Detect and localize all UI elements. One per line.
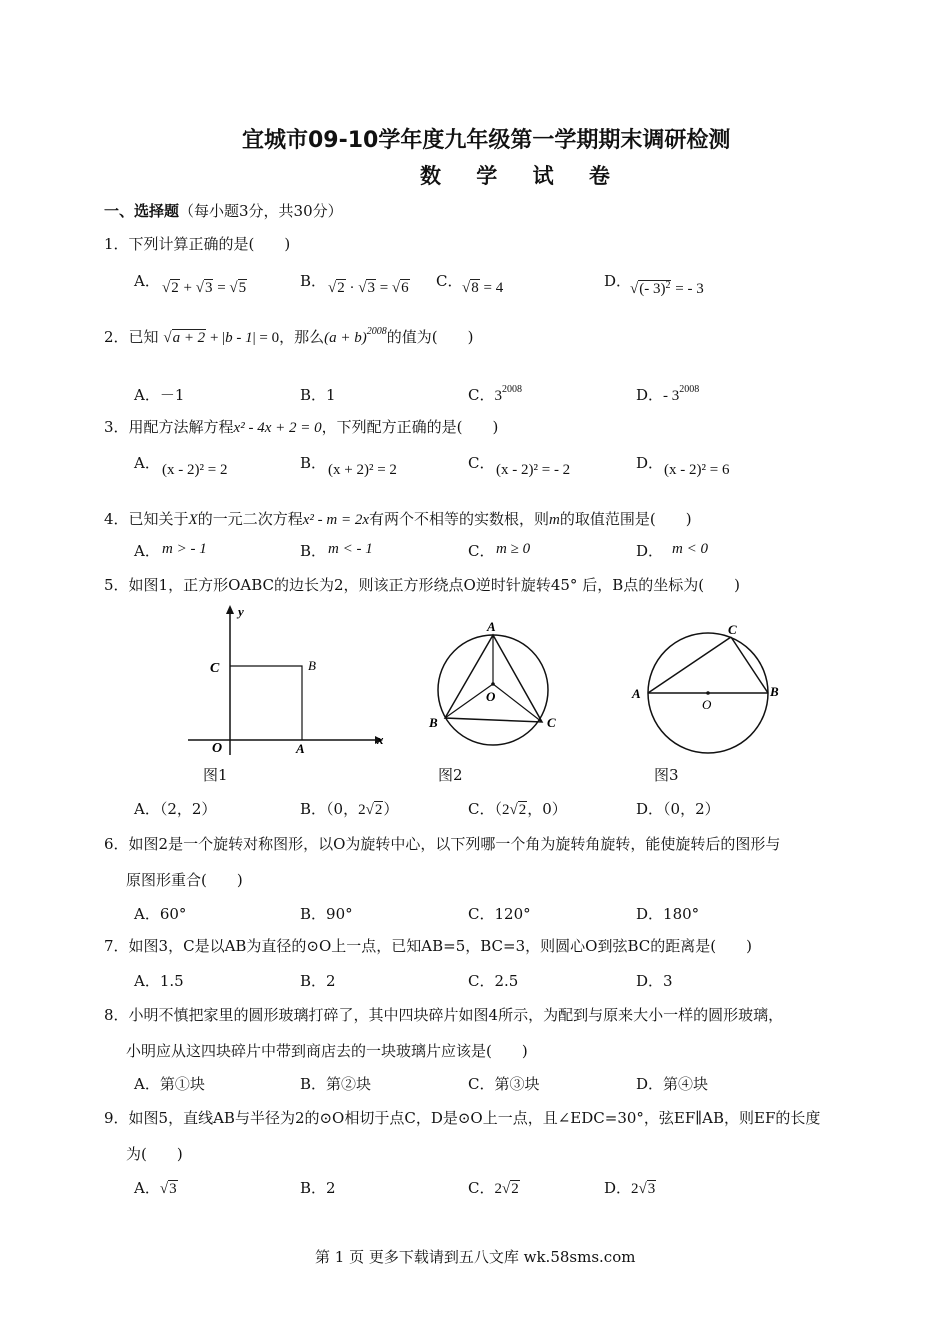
question-5-stem: 5．如图1，正方形OABC的边长为2，则该正方形绕点O逆时针旋转45° 后，B点的坐标为( )	[104, 576, 740, 594]
fig2-segment-oc	[493, 684, 542, 722]
q3-option-a-expr: (x - 2)² = 2	[162, 462, 228, 478]
q9-option-c: C．2√2	[468, 1179, 519, 1197]
q1-d-exp: 2	[665, 280, 671, 291]
fig3-label-a: A	[632, 686, 641, 701]
fig2-center-dot	[491, 682, 495, 686]
q7-option-a: A．1.5	[134, 972, 184, 990]
q2-option-b: B．1	[300, 386, 336, 404]
q2-c-base: 3	[494, 388, 502, 404]
fig3-chord-bc	[731, 637, 768, 693]
q4-stem-post: 的取值范围是( )	[559, 510, 692, 528]
q4-option-b-expr: m < - 1	[328, 541, 373, 557]
q1-c-result: 4	[495, 280, 504, 296]
q1-a-rad3: 5	[238, 280, 247, 296]
q1-d-rad	[638, 280, 671, 297]
fig1-label-y: y	[238, 604, 244, 619]
q4-stem-mid2: 有两个不相等的实数根，则	[369, 510, 550, 528]
q2-d-exp: 2008	[679, 384, 700, 395]
q3-option-c-label: C．	[468, 454, 495, 472]
q4-var2: m	[549, 512, 560, 528]
figure-2	[420, 615, 570, 760]
q4-option-c-label: C．	[468, 542, 495, 560]
q3-equation: x² - 4x + 2 = 0	[233, 420, 322, 436]
q4-option-b-label: B．	[300, 542, 327, 560]
q5-option-b: B．（0，2√2）	[300, 800, 399, 818]
fig1-square	[230, 666, 302, 740]
q1-a-rad1: 2	[171, 280, 179, 296]
q2-cond-abs: b - 1	[225, 330, 253, 346]
question-9-stem-line2: 为( )	[126, 1145, 183, 1163]
q4-option-a-label: A．	[134, 542, 160, 560]
q1-d-result: - 3	[687, 281, 704, 297]
q4-stem-pre: 4．已知关于	[104, 510, 189, 528]
q8-option-b: B．第②块	[300, 1075, 372, 1093]
fig3-label-b: B	[770, 684, 779, 699]
q2-condition: √a + 2 + |b - 1| = 0	[163, 330, 280, 346]
page-title: 宜城市09-10学年度九年级第一学期期末调研检测	[242, 128, 731, 153]
question-8-stem-line2: 小明应从这四块碎片中带到商店去的一块玻璃片应该是( )	[126, 1042, 528, 1060]
fig1-label-b: B	[308, 658, 316, 673]
question-2-stem	[104, 326, 473, 347]
q2-stem-post: 的值为( )	[386, 328, 474, 346]
q2-stem-pre: 2．已知	[104, 328, 159, 346]
question-9-stem-line1: 9．如图5，直线AB与半径为2的⊙O相切于点C，D是⊙O上一点，且∠EDC=30°，弦EF∥AB，则EF的长度	[104, 1109, 821, 1127]
q3-option-a-label: A．	[134, 454, 160, 472]
q7-option-d: D．3	[636, 972, 673, 990]
q6-option-b: B．90°	[300, 905, 353, 923]
q3-option-b-label: B．	[300, 454, 327, 472]
q4-stem-mid: 的一元二次方程	[197, 510, 303, 528]
q3-stem-post: ，下列配方正确的是( )	[321, 418, 499, 436]
figure-2-caption: 图2	[438, 766, 463, 784]
q2-option-a: A．－1	[134, 386, 185, 404]
q5-option-a: A．（2，2）	[134, 800, 217, 818]
q4-equation: x² - m = 2x	[302, 512, 369, 528]
page-subtitle: 数 学 试 卷	[420, 164, 624, 188]
q1-b-rad3: 6	[401, 280, 409, 296]
q2-stem-mid: ，那么	[279, 328, 325, 346]
q1-a-rad2: 3	[204, 280, 213, 296]
q1-option-c-expr: √8 = 4	[462, 280, 504, 296]
question-6-stem-line2: 原图形重合( )	[126, 871, 243, 889]
q9-c-rad: 2	[511, 1181, 519, 1197]
q8-option-d: D．第④块	[636, 1075, 709, 1093]
figure-1	[180, 600, 390, 760]
q2-c-exp: 2008	[501, 384, 522, 395]
figure-3	[628, 615, 788, 760]
q2-option-d	[636, 384, 699, 405]
fig1-label-c: C	[210, 661, 220, 676]
q9-option-b: B．2	[300, 1179, 336, 1197]
q4-option-c-expr: m ≥ 0	[496, 541, 531, 557]
question-1-stem: 1．下列计算正确的是( )	[104, 235, 291, 253]
q5-c-post: ，0）	[527, 800, 567, 818]
q5-b-rad: 2	[374, 802, 383, 818]
q4-var: X	[188, 512, 198, 528]
q6-option-d: D．180°	[636, 905, 700, 923]
fig1-label-x: x	[377, 732, 384, 747]
q9-option-a: A．√3	[134, 1179, 177, 1197]
q4-option-a-expr: m > - 1	[162, 541, 207, 557]
figure-3-caption: 图3	[654, 766, 679, 784]
q9-option-d: D．2√3	[604, 1179, 656, 1197]
q5-b-coef: 2	[358, 802, 366, 818]
q5-option-d: D．（0，2）	[636, 800, 720, 818]
q9-c-label: C．	[468, 1179, 495, 1197]
q9-a-label: A．	[134, 1179, 160, 1197]
q2-expr	[324, 326, 387, 346]
q1-option-a-label: A．	[134, 272, 160, 290]
q6-option-a: A．60°	[134, 905, 187, 923]
q5-b-post: ）	[383, 800, 399, 818]
fig3-center-dot	[706, 691, 710, 695]
q1-option-c-label: C．	[436, 272, 463, 290]
q2-d-label: D．	[636, 386, 664, 404]
q1-option-d-label: D．	[604, 272, 632, 290]
q5-b-pre: B．（0，	[300, 800, 359, 818]
q2-option-c	[468, 384, 522, 405]
question-4-stem	[104, 508, 692, 529]
q9-d-coef: 2	[631, 1181, 639, 1197]
question-7-stem: 7．如图3，C是以AB为直径的⊙O上一点，已知AB=5，BC=3，则圆心O到弦BC的距离是( )	[104, 937, 752, 955]
q5-option-c: C．（2√2，0）	[468, 800, 567, 818]
q1-c-rad1: 8	[471, 280, 479, 296]
fig2-label-a: A	[487, 619, 496, 634]
q8-option-a: A．第①块	[134, 1075, 205, 1093]
q2-d-base: - 3	[663, 388, 680, 404]
q1-b-rad2: 3	[367, 280, 375, 296]
q1-option-a-expr: √2 + √3 = √5	[162, 280, 247, 296]
q9-a-rad: 3	[169, 1181, 177, 1197]
q5-c-coef: 2	[501, 802, 510, 818]
q2-cond-rhs: 0	[271, 330, 280, 346]
q1-option-d-expr: √(- 3)$^2$ = - 3	[630, 280, 704, 297]
q4-option-d-expr: m < 0	[672, 541, 708, 557]
question-3-stem	[104, 416, 498, 437]
q3-option-c-expr: (x - 2)² = - 2	[496, 462, 571, 478]
fig2-label-b: B	[429, 715, 438, 730]
q9-d-label: D．	[604, 1179, 632, 1197]
q9-d-rad: 3	[647, 1181, 656, 1197]
fig2-label-c: C	[547, 715, 556, 730]
fig1-label-o: O	[212, 741, 223, 756]
q8-option-c: C．第③块	[468, 1075, 540, 1093]
q1-d-base: (- 3)	[639, 281, 666, 297]
q3-option-b-expr: (x + 2)² = 2	[328, 462, 397, 478]
q5-c-pre: C．（	[468, 800, 502, 818]
page-footer: 第 1 页 更多下载请到五八文库 wk.58sms.com	[315, 1248, 636, 1266]
q3-option-d-expr: (x - 2)² = 6	[664, 462, 730, 478]
fig3-label-c: C	[728, 622, 737, 637]
question-6-stem-line1: 6．如图2是一个旋转对称图形，以O为旋转中心，以下列哪一个角为旋转角旋转，能使旋转后的图形与	[104, 835, 781, 853]
section-title: 一、选择题	[104, 202, 180, 220]
figure-1-caption: 图1	[203, 766, 228, 784]
q6-option-c: C．120°	[468, 905, 531, 923]
q2-cond-rad: a + 2	[172, 330, 206, 346]
fig1-label-a: A	[296, 741, 305, 756]
q1-b-rad1: 2	[337, 280, 345, 296]
q2-expr-exp: 2008	[366, 326, 387, 337]
q9-c-coef: 2	[494, 1181, 502, 1197]
fig3-label-o: O	[702, 697, 712, 712]
question-8-stem-line1: 8．小明不慎把家里的圆形玻璃打碎了，其中四块碎片如图4所示，为配到与原来大小一样的圆形玻璃，	[104, 1006, 784, 1024]
q1-option-b-label: B．	[300, 272, 327, 290]
q3-stem-pre: 3．用配方法解方程	[104, 418, 234, 436]
q3-option-d-label: D．	[636, 454, 664, 472]
q1-option-b-expr: √2 · √3 = √6	[328, 280, 409, 296]
q7-option-b: B．2	[300, 972, 336, 990]
q2-c-label: C．	[468, 386, 495, 404]
fig2-label-o: O	[486, 689, 496, 704]
fig1-y-arrow	[226, 605, 234, 614]
section-heading	[104, 200, 343, 221]
q5-c-rad: 2	[518, 802, 527, 818]
q7-option-c: C．2.5	[468, 972, 519, 990]
q2-expr-base: (a + b)	[324, 330, 367, 346]
q4-option-d-label: D．	[636, 542, 664, 560]
fig3-chord-ac	[648, 637, 731, 693]
section-note: （每小题3分，共30分）	[179, 202, 343, 220]
